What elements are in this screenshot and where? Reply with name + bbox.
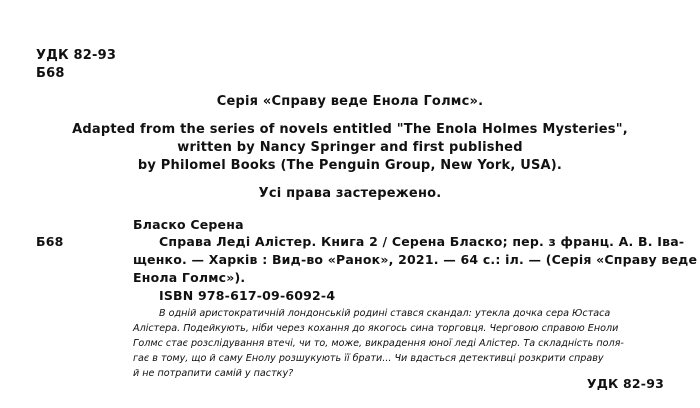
- catalog-description-line-3: Енола Голмс»).: [133, 270, 246, 285]
- annotation-line-5: й не потрапити самій у пастку?: [133, 368, 294, 379]
- annotation-line-2: Алістера. Подейкують, ніби через кохання до якогось сина торговця. Черговою справою Еноли: [133, 323, 619, 334]
- footer-udk-code: УДК 82-93: [586, 376, 664, 391]
- annotation-line-3: Голмс стає розслідування втечі, чи то, може, викрадення юної леді Алістер. Та складність поля-: [133, 338, 624, 349]
- adaptation-line-1: Adapted from the series of novels entitled "The Enola Holmes Mysteries",: [72, 122, 628, 137]
- bbk-code: Б68: [36, 66, 65, 81]
- isbn: ISBN 978-617-09-6092-4: [159, 288, 336, 303]
- catalog-description-line-2: щенко. — Харків : Вид-во «Ранок», 2021. — 64 с.: іл. — (Серія «Справу веде: [133, 252, 698, 267]
- catalog-description-line-1: Справа Леді Алістер. Книга 2 / Серена Бласко; пер. з франц. А. В. Іва-: [159, 234, 685, 249]
- annotation-line-1: В одній аристократичній лондонській родині стався скандал: утекла дочка сера Юстаса: [159, 308, 611, 319]
- adaptation-line-3: by Philomel Books (The Penguin Group, New York, USA).: [137, 158, 563, 173]
- series-line: Серія «Справу веде Енола Голмс».: [216, 94, 484, 109]
- catalog-code: Б68: [36, 234, 64, 249]
- annotation-line-4: гає в тому, що й саму Енолу розшукують її брати... Чи вдасться детективці розкрити справу: [133, 353, 604, 364]
- adaptation-line-2: written by Nancy Springer and first published: [177, 140, 523, 155]
- rights-notice: Усі права застережено.: [258, 186, 442, 201]
- udk-code: УДК 82-93: [36, 48, 117, 63]
- catalog-author-heading: Бласко Серена: [133, 217, 244, 232]
